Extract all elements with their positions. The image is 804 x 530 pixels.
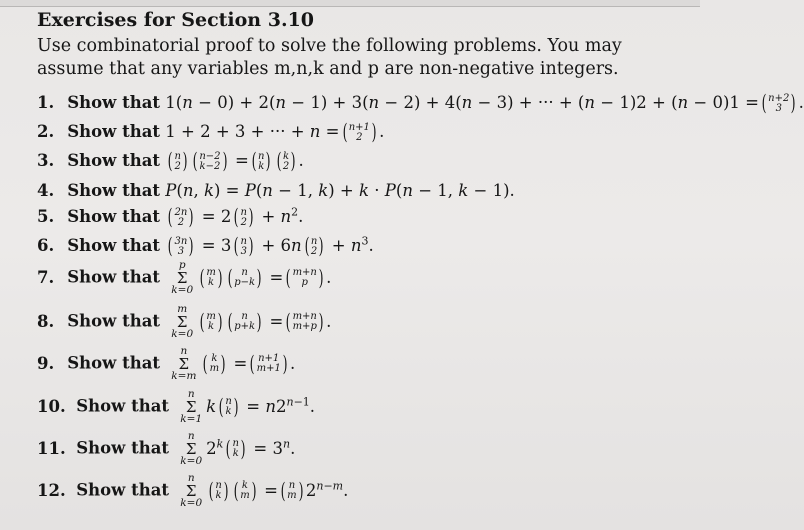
problem-verb: Show that [76,438,170,458]
summation-sign: m Σ k=0 [171,303,194,340]
problem-label: 11. [37,438,66,458]
problem-math: ( 3n 3 ) = 3 ( n 3 ) + 6n ( n 2 ) + $n^3$. [167,234,374,258]
problem-verb: Show that [67,122,161,141]
summation-sign: n Σ k=1 [180,388,203,425]
problem-3 [37,151,304,172]
problem-label: 10. [37,396,66,416]
summation-sign: n Σ k=0 [180,472,203,509]
problem-math: n Σ k=1 k ( n k ) = $n2^{n-1}$. [180,388,316,425]
problem-math: 1(n − 0) + 2(n − 1) + 3(n − 2) + 4(n − 3) + ··· + (n − 1)2 + (n − 0)1 = ( n+2 3 ) . [165,91,804,115]
problem-7 [37,260,331,296]
problem-math: P(n, k) = P(n − 1, k) + k · P(n − 1, k − 1). [165,181,515,200]
horizontal-rule [0,6,700,7]
problem-math: p Σ k=0 ( m k ) ( n p−k ) = ( m+n p ) . [171,259,332,296]
problem-label: 2. [37,122,55,141]
problem-11 [37,431,295,467]
section-title: Exercises for Section 3.10 [37,9,315,31]
problem-verb: Show that [67,311,161,331]
problem-2 [37,122,384,143]
problem-verb: Show that [67,353,161,373]
problem-5 [37,207,303,228]
problem-1 [37,93,804,114]
problem-label: 7. [37,267,55,287]
problem-label: 4. [37,181,55,200]
problem-verb: Show that [76,396,170,416]
problem-label: 5. [37,207,55,226]
problem-verb: Show that [67,151,161,170]
problem-8 [37,304,331,340]
problem-4 [37,181,515,201]
problem-math: ( n 2 ) ( n−2 k−2 ) = ( n k ) ( k 2 ) . [167,149,304,173]
problem-12 [37,473,348,509]
problem-math: ( 2n 2 ) = 2 ( n 2 ) + $n^2$. [167,205,304,229]
problem-label: 8. [37,311,55,331]
summation-sign: n Σ k=0 [180,430,203,467]
problem-verb: Show that [67,207,161,226]
problem-label: 6. [37,236,55,255]
instructions-paragraph: Use combinatorial proof to solve the following problems. You may assume that any variables m,n,k and p are non-negative integers. [37,36,622,79]
problem-verb: Show that [67,267,161,287]
summation-sign: n Σ k=m [171,345,197,382]
problem-verb: Show that [76,480,170,500]
summation-sign: p Σ k=0 [171,259,194,296]
problem-math: n Σ k=0 ( n k ) ( k m ) = ( n m ) $2^{n-m}$. [180,472,349,509]
problem-label: 3. [37,151,55,170]
problem-verb: Show that [67,93,161,112]
problem-9 [37,346,295,382]
problem-label: 1. [37,93,55,112]
problem-label: 12. [37,480,66,500]
problem-verb: Show that [67,236,161,255]
problem-math: 1 + 2 + 3 + ··· + n = ( n+1 2 ) . [165,120,385,144]
problem-math: n Σ k=m ( k m ) = ( n+1 m+1 ) . [171,345,296,382]
problem-label: 9. [37,353,55,373]
problem-math: m Σ k=0 ( m k ) ( n p+k ) = ( m+n m+p ) . [171,303,332,340]
problem-6 [37,236,374,257]
problem-math: n Σ k=0 2$^k$ ( n k ) = $3^n$. [180,430,296,467]
problem-10 [37,389,315,425]
problem-verb: Show that [67,181,161,200]
